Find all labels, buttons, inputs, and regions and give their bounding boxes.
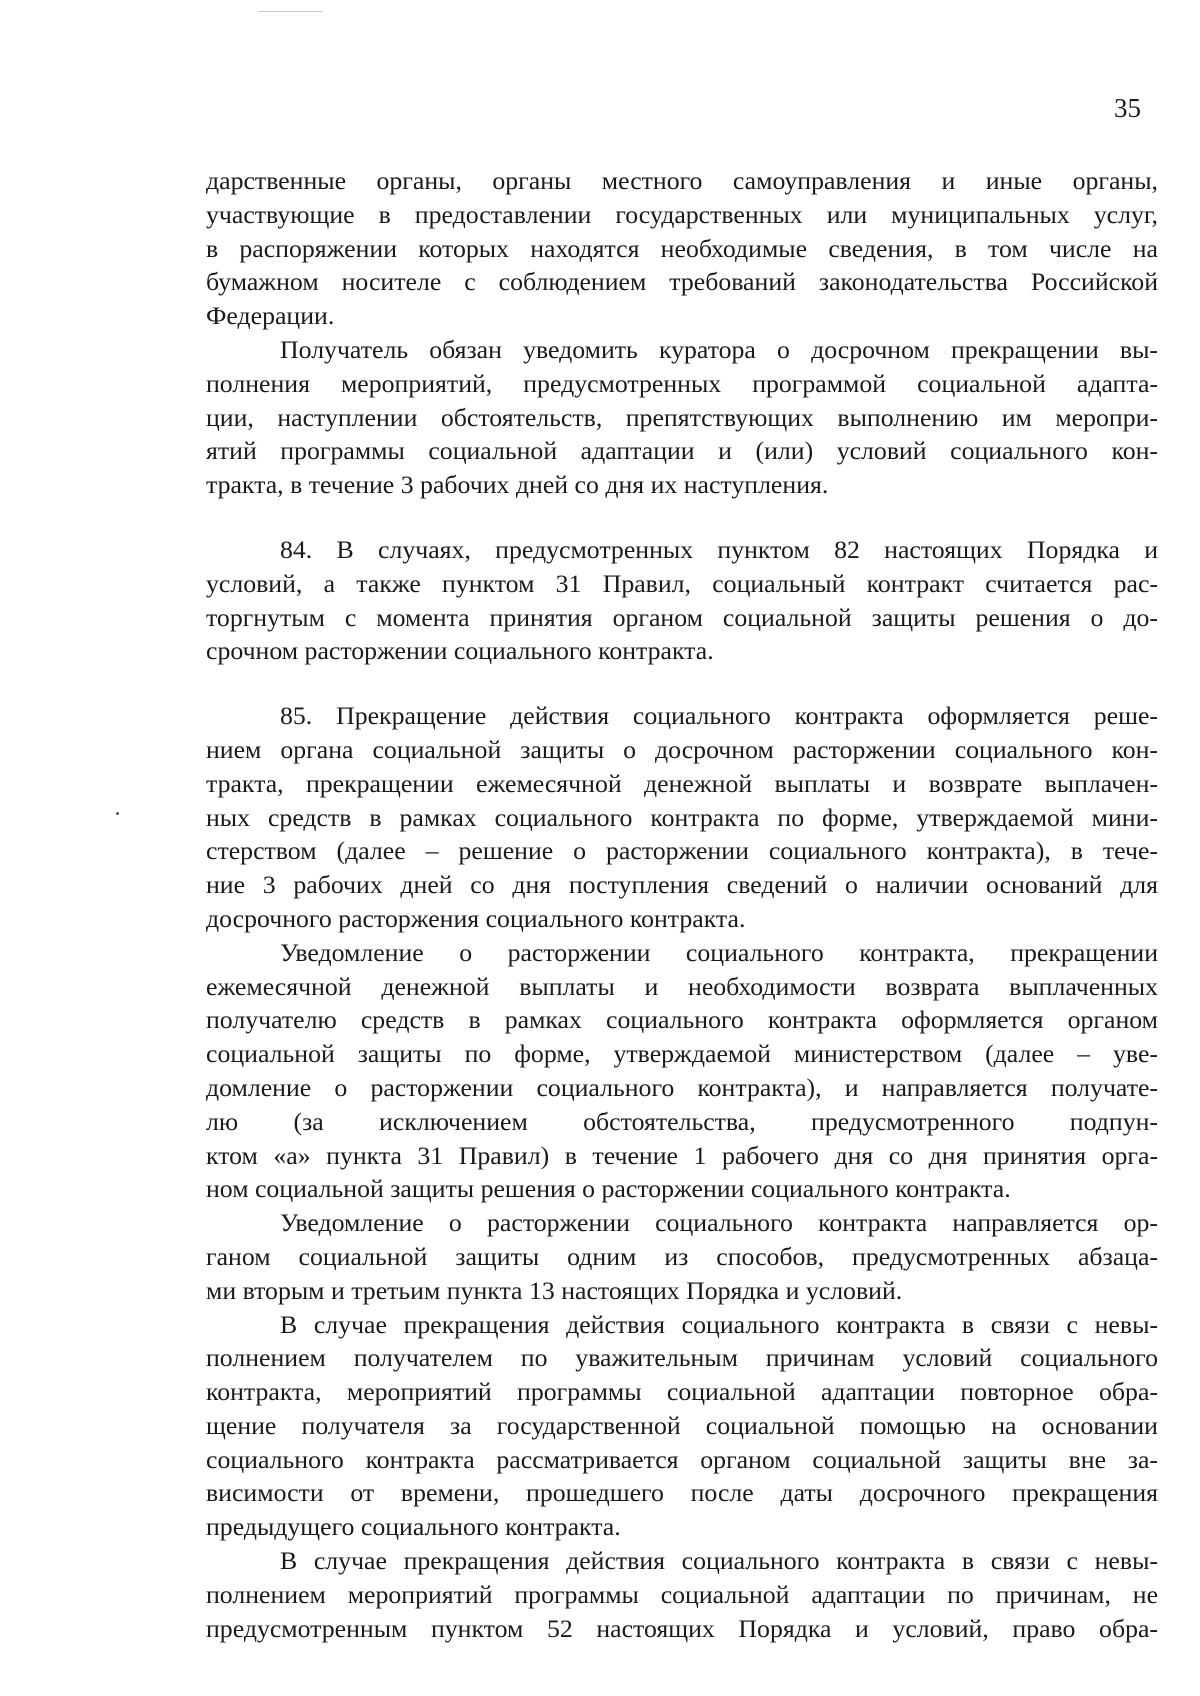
text-line: досрочного расторжения социального контракта. bbox=[206, 903, 746, 933]
text-line: ктом «а» пункта 31 Правил) в течение 1 рабочего дня со дня принятия орга- bbox=[206, 1140, 1159, 1170]
text-line: полнением получателем по уважительным причинам условий социального bbox=[206, 1343, 1158, 1373]
text-line: нием органа социальной защиты о досрочном расторжении социального кон- bbox=[206, 734, 1159, 764]
text-line: в распоряжении которых находятся необходимые сведения, в том числе на bbox=[206, 233, 1158, 263]
text-line: щение получателя за государственной социальной помощью на основании bbox=[206, 1410, 1158, 1440]
page-number: 35 bbox=[1114, 93, 1141, 123]
text-line: полнения мероприятий, предусмотренных программой социальной адапта- bbox=[206, 368, 1158, 398]
paragraph-gap bbox=[206, 668, 1158, 699]
text-line: социального контракта рассматривается органом социальной защиты вне за- bbox=[206, 1444, 1158, 1474]
text-line: тракта, в течение 3 рабочих дней со дня их наступления. bbox=[206, 470, 829, 500]
text-line: Уведомление о расторжении социального контракта, прекращении bbox=[280, 937, 1158, 967]
text-line: лю (за исключением обстоятельства, предусмотренного подпун- bbox=[206, 1106, 1158, 1136]
text-line: Получатель обязан уведомить куратора о досрочном прекращении вы- bbox=[280, 334, 1159, 364]
text-line: тракта, прекращении ежемесячной денежной выплаты и возврате выплачен- bbox=[206, 768, 1159, 798]
text-line: стерством (далее – решение о расторжении социального контракта), в тече- bbox=[206, 836, 1158, 866]
text-line: контракта, мероприятий программы социальной адаптации повторное обра- bbox=[206, 1377, 1158, 1407]
text-line: получателю средств в рамках социального контракта оформляется органом bbox=[206, 1005, 1158, 1035]
text-line: В случае прекращения действия социального контракта в связи с невы- bbox=[280, 1546, 1158, 1576]
scan-artifact-dot bbox=[116, 812, 119, 815]
text-line: срочном расторжении социального контракта. bbox=[206, 636, 714, 666]
text-line: ганом социальной защиты одним из способов, предусмотренных абзаца- bbox=[206, 1241, 1158, 1271]
text-line: ных средств в рамках социального контракта по форме, утверждаемой мини- bbox=[206, 802, 1158, 832]
text-line: ном социальной защиты решения о расторжении социального контракта. bbox=[206, 1174, 1011, 1204]
text-line: участвующие в предоставлении государственных или муниципальных услуг, bbox=[206, 199, 1159, 229]
text-line: 84. В случаях, предусмотренных пунктом 82 настоящих Порядка и bbox=[280, 534, 1159, 564]
text-line: социальной защиты по форме, утверждаемой министерством (далее – уве- bbox=[206, 1039, 1158, 1069]
text-line: висимости от времени, прошедшего после даты досрочного прекращения bbox=[206, 1478, 1159, 1508]
text-line: ежемесячной денежной выплаты и необходимости возврата выплаченных bbox=[206, 971, 1159, 1001]
document-body bbox=[206, 164, 1158, 1645]
text-line: предыдущего социального контракта. bbox=[206, 1512, 621, 1542]
text-line: Уведомление о расторжении социального контракта направляется ор- bbox=[280, 1208, 1159, 1238]
scan-artifact-line bbox=[258, 11, 322, 12]
text-line: Федерации. bbox=[206, 301, 335, 331]
text-line: предусмотренным пунктом 52 настоящих Порядка и условий, право обра- bbox=[206, 1613, 1159, 1643]
text-line: бумажном носителе с соблюдением требований законодательства Российской bbox=[206, 267, 1159, 297]
text-line: полнением мероприятий программы социальной адаптации по причинам, не bbox=[206, 1579, 1159, 1609]
text-line: торгнутым с момента принятия органом социальной защиты решения о до- bbox=[206, 602, 1158, 632]
text-line: ние 3 рабочих дней со дня поступления сведений о наличии оснований для bbox=[206, 870, 1158, 900]
text-line: В случае прекращения действия социального контракта в связи с невы- bbox=[280, 1309, 1158, 1339]
text-line: ятий программы социальной адаптации и (или) условий социального кон- bbox=[206, 436, 1159, 466]
text-line: ции, наступлении обстоятельств, препятствующих выполнению им меропри- bbox=[206, 402, 1159, 432]
text-line: домление о расторжении социального контракта), и направляется получате- bbox=[206, 1072, 1159, 1102]
text-line: ми вторым и третьим пункта 13 настоящих Порядка и условий. bbox=[206, 1275, 903, 1305]
text-line: дарственные органы, органы местного самоуправления и иные органы, bbox=[206, 166, 1158, 195]
paragraph-gap bbox=[206, 502, 1158, 533]
text-line: условий, а также пунктом 31 Правил, социальный контракт считается рас- bbox=[206, 568, 1158, 598]
text-line: 85. Прекращение действия социального контракта оформляется реше- bbox=[280, 701, 1159, 731]
